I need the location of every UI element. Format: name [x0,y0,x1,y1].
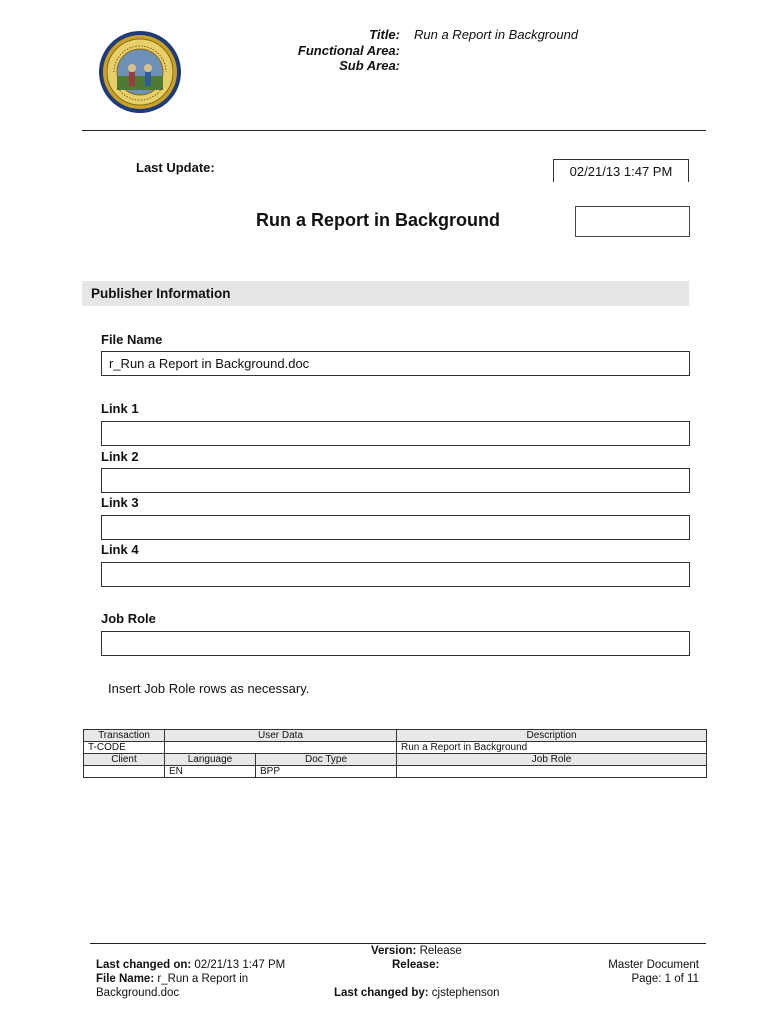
table-row [84,754,707,766]
description-header: Description [397,730,707,742]
link3-field[interactable] [101,515,690,540]
table-row [84,742,707,754]
footer-file-name-label: File Name: [96,973,155,985]
publisher-section-title: Publisher Information [91,286,231,301]
link3-label: Link 3 [101,495,139,510]
master-document-label: Master Document [608,959,699,971]
last-update-value: 02/21/13 1:47 PM [553,159,689,182]
sub-area-label: Sub Area: [339,58,400,73]
footer-version [371,945,462,957]
job-role-header: Job Role [397,754,707,766]
transaction-cell: T-CODE [84,742,165,754]
status-box [575,206,690,237]
header-divider [82,130,706,131]
file-name-label: File Name [101,332,163,347]
job-role-cell [397,766,707,778]
functional-area-label: Functional Area: [297,43,400,58]
link4-field[interactable] [101,562,690,587]
language-cell: EN [165,766,256,778]
last-update-label: Last Update: [136,160,215,175]
footer-file-name-value: r_Run a Report in [157,973,249,985]
file-name-field[interactable]: r_Run a Report in Background.doc [101,351,690,376]
last-changed-on-label: Last changed on: [96,959,192,971]
table-row [84,766,707,778]
link4-label: Link 4 [101,542,139,557]
link1-field[interactable] [101,421,690,446]
footer-last-changed-by [334,987,500,999]
footer-file-name-cont: Background.doc [96,987,180,999]
transaction-header: Transaction [84,730,165,742]
footer-release [392,959,439,971]
version-label: Version: [371,945,417,957]
link2-field[interactable] [101,468,690,493]
footer-last-changed-on [96,959,285,971]
state-controller-seal [98,30,182,114]
metadata-table [83,729,707,778]
table-row [84,730,707,742]
release-label: Release: [392,959,440,971]
user-data-header: User Data [165,730,397,742]
footer-divider [90,943,706,944]
client-cell [84,766,165,778]
client-header: Client [84,754,165,766]
title-value: Run a Report in Background [414,27,579,42]
doc-type-cell: BPP [256,766,397,778]
job-role-note: Insert Job Role rows as necessary. [108,681,310,696]
version-value: Release [419,945,462,957]
link1-label: Link 1 [101,401,139,416]
last-changed-by-value: cjstephenson [431,987,500,999]
footer-file-name [96,973,248,985]
link2-label: Link 2 [101,449,139,464]
user-data-cell [165,742,397,754]
last-changed-on-value: 02/21/13 1:47 PM [194,959,286,971]
language-header: Language [165,754,256,766]
page-number: Page: 1 of 11 [631,973,699,985]
description-cell: Run a Report in Background [397,742,707,754]
job-role-label: Job Role [101,611,156,626]
last-changed-by-label: Last changed by: [334,987,429,999]
doc-type-header: Doc Type [256,754,397,766]
document-title: Run a Report in Background [255,210,500,230]
title-label: Title: [369,27,400,42]
job-role-field[interactable] [101,631,690,656]
